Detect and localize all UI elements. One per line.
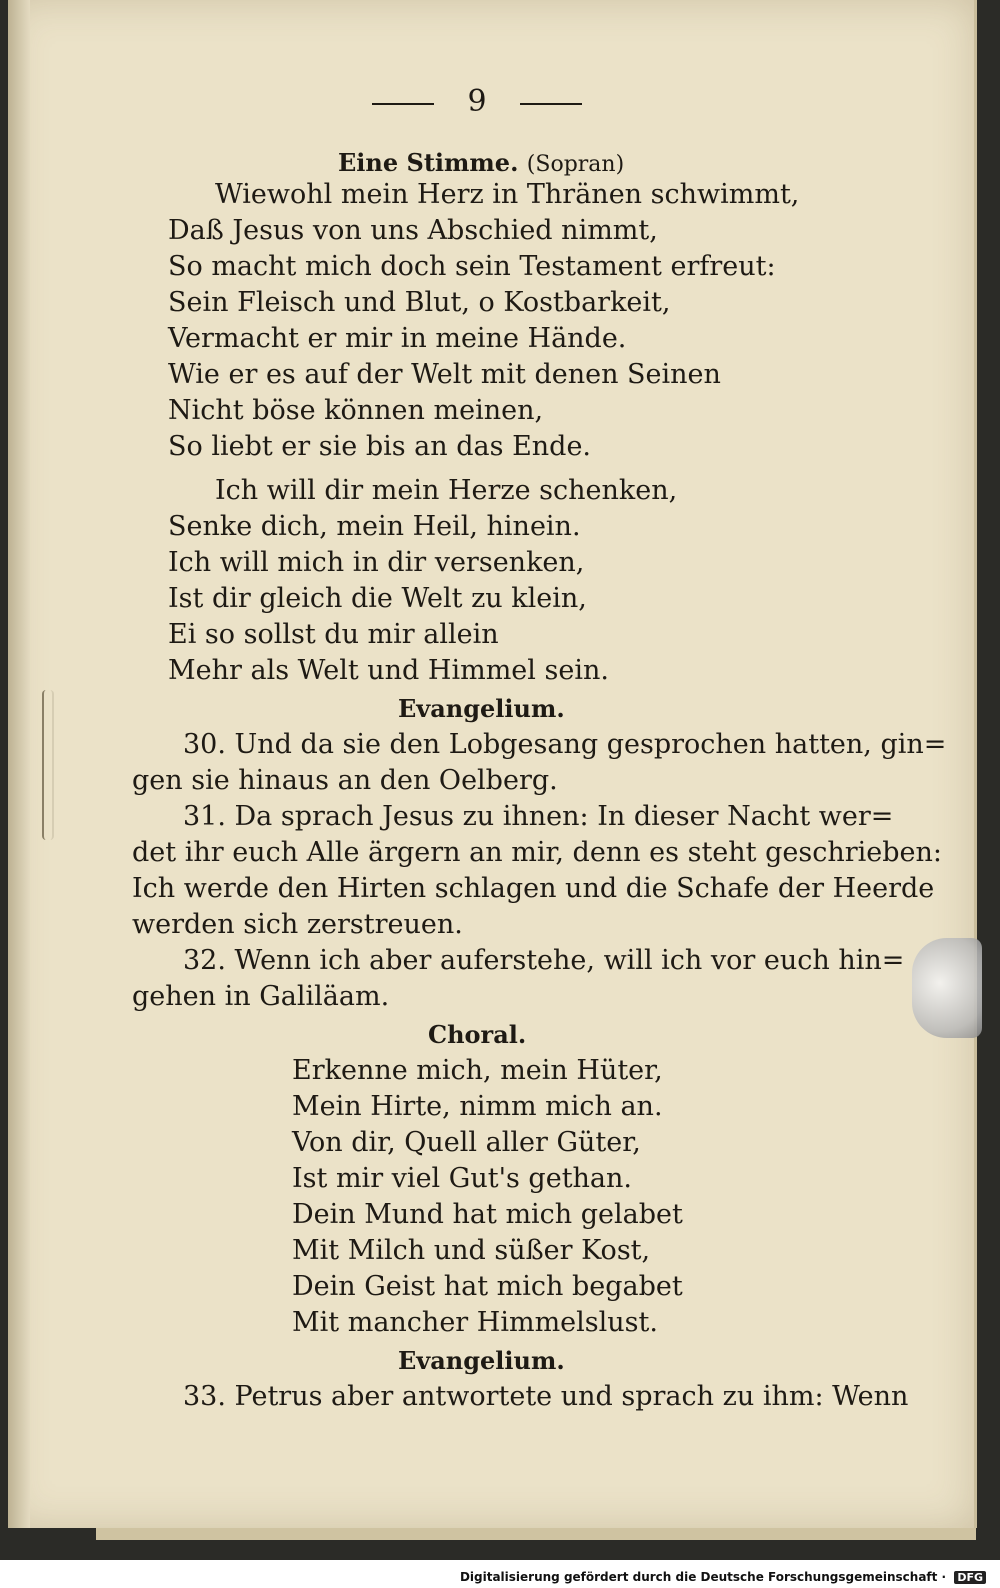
gospel-line: 33. Petrus aber antwortete und sprach zu ihm: Wenn bbox=[183, 1381, 909, 1412]
choral-line: Mein Hirte, nimm mich an. bbox=[292, 1091, 663, 1122]
choral-line: Dein Mund hat mich gelabet bbox=[292, 1199, 683, 1230]
digitization-footer bbox=[460, 1570, 986, 1586]
choral-line: Dein Geist hat mich begabet bbox=[292, 1271, 683, 1302]
gospel-line: gehen in Galiläam. bbox=[132, 981, 390, 1012]
verse-line: Mehr als Welt und Himmel sein. bbox=[168, 655, 609, 686]
section-heading: Evangelium. bbox=[398, 694, 565, 723]
choral-line: Mit mancher Himmelslust. bbox=[292, 1307, 658, 1338]
page-number: 9 bbox=[467, 84, 487, 119]
verse-line: Sein Fleisch und Blut, o Kostbarkeit, bbox=[168, 287, 671, 318]
page-number-header bbox=[372, 84, 582, 120]
verse-line: Ei so sollst du mir allein bbox=[168, 619, 499, 650]
dfg-logo: DFG bbox=[954, 1571, 986, 1584]
choral-line: Ist mir viel Gut's gethan. bbox=[292, 1163, 633, 1194]
page-clip bbox=[912, 938, 982, 1038]
binding-thread bbox=[42, 690, 54, 840]
verse-line: Nicht böse können meinen, bbox=[168, 395, 544, 426]
footer-credit: Digitalisierung gefördert durch die Deutsche Forschungsgemeinschaft · bbox=[459, 1570, 947, 1584]
choral-line: Von dir, Quell aller Güter, bbox=[292, 1127, 641, 1158]
header-rule-right bbox=[520, 103, 582, 105]
section-heading: Choral. bbox=[428, 1020, 527, 1049]
section-heading: Evangelium. bbox=[398, 1346, 565, 1375]
verse-line: So macht mich doch sein Testament erfreut: bbox=[168, 251, 776, 282]
verse-line: Ich will dir mein Herze schenken, bbox=[215, 475, 678, 506]
section-heading bbox=[338, 148, 624, 180]
choral-line: Erkenne mich, mein Hüter, bbox=[292, 1055, 663, 1086]
gospel-line: werden sich zerstreuen. bbox=[132, 909, 463, 940]
verse-line: Senke dich, mein Heil, hinein. bbox=[168, 511, 581, 542]
header-rule-left bbox=[372, 103, 434, 105]
gospel-line: 32. Wenn ich aber auferstehe, will ich vor euch hin= bbox=[183, 945, 905, 976]
gospel-line: det ihr euch Alle ärgern an mir, denn es steht geschrieben: bbox=[132, 837, 942, 868]
gospel-line: 30. Und da sie den Lobgesang gesprochen hatten, gin= bbox=[183, 729, 947, 760]
verse-line: So liebt er sie bis an das Ende. bbox=[168, 431, 592, 462]
verse-line: Ich will mich in dir versenken, bbox=[168, 547, 585, 578]
verse-line: Daß Jesus von uns Abschied nimmt, bbox=[168, 215, 658, 246]
page-edge bbox=[96, 1528, 976, 1540]
heading-text: Eine Stimme. bbox=[338, 148, 519, 177]
gospel-line: gen sie hinaus an den Oelberg. bbox=[132, 765, 558, 796]
page-gutter bbox=[8, 0, 30, 1528]
verse-line: Wiewohl mein Herz in Thränen schwimmt, bbox=[215, 179, 800, 210]
verse-line: Vermacht er mir in meine Hände. bbox=[168, 323, 627, 354]
choral-line: Mit Milch und süßer Kost, bbox=[292, 1235, 651, 1266]
gospel-line: 31. Da sprach Jesus zu ihnen: In dieser Nacht wer= bbox=[183, 801, 894, 832]
gospel-line: Ich werde den Hirten schlagen und die Schafe der Heerde bbox=[132, 873, 935, 904]
verse-line: Ist dir gleich die Welt zu klein, bbox=[168, 583, 587, 614]
heading-note: (Sopran) bbox=[526, 152, 625, 177]
verse-line: Wie er es auf der Welt mit denen Seinen bbox=[168, 359, 721, 390]
